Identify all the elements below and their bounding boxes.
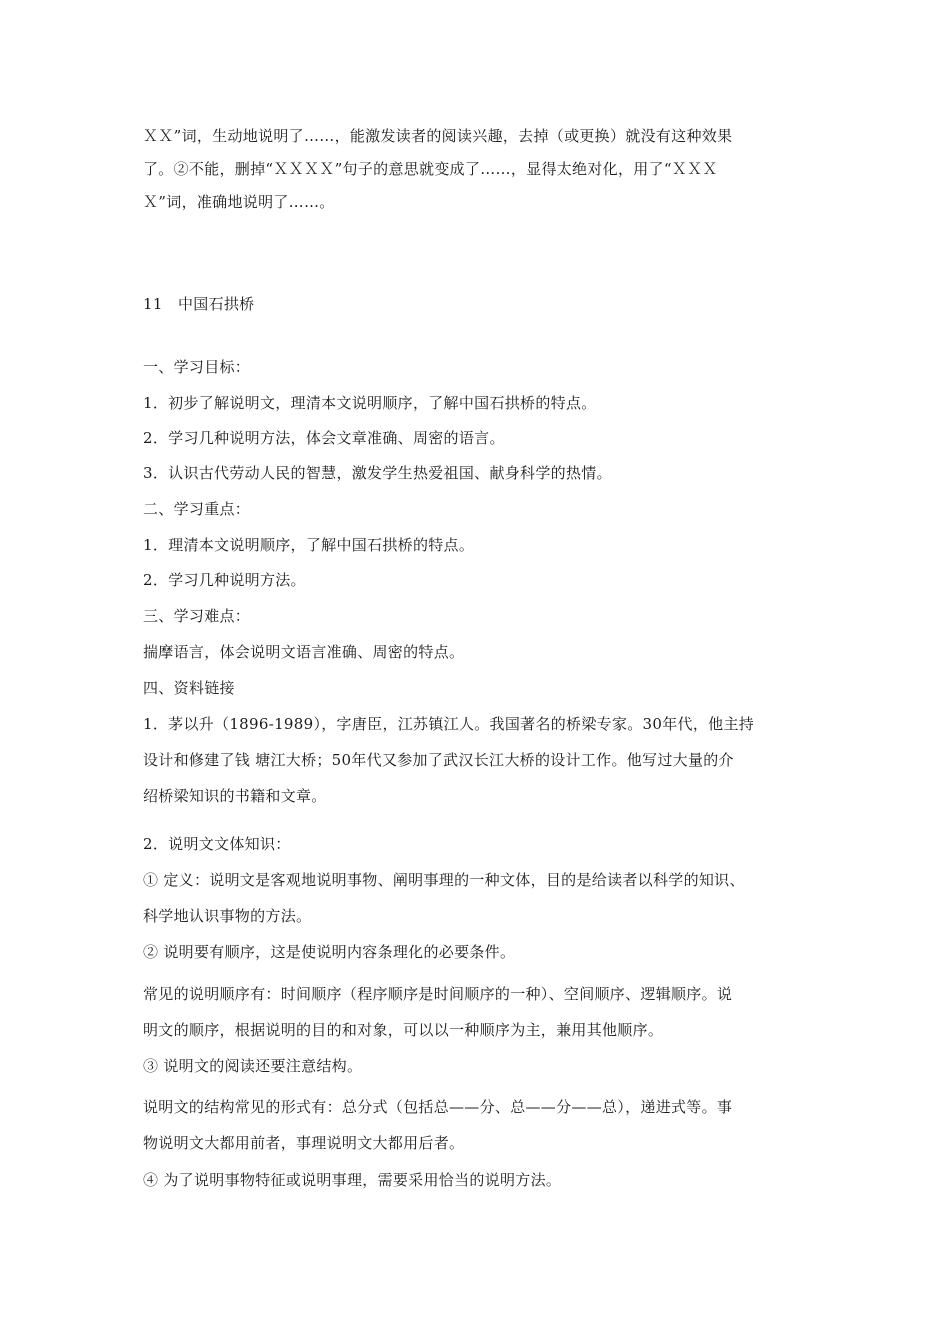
structure-detail-line: 物说明文大都用前者，事理说明文大都用后者。: [143, 1134, 465, 1152]
definition-paragraph: [143, 870, 808, 926]
intro-line: Ｘ”词，准确地说明了……。: [143, 193, 335, 211]
order-text: ② 说明要有顺序，这是使说明内容条理化的必要条件。: [143, 943, 516, 961]
methods-text: ④ 为了说明事物特征或说明事理，需要采用恰当的说明方法。: [143, 1171, 562, 1189]
lesson-title: 11 中国石拱桥: [143, 295, 255, 313]
difficulty-text: 揣摩语言，体会说明文语言准确、周密的特点。: [143, 643, 465, 661]
resources-heading: 四、资料链接: [143, 679, 235, 697]
resource-1-line: 设计和修建了钱 塘江大桥；50年代又参加了武汉长江大桥的设计工作。他写过大量的介: [143, 751, 734, 769]
intro-line: ＸＸ”词，生动地说明了……，能激发读者的阅读兴趣，去掉（或更换）就没有这种效果: [143, 127, 733, 145]
resource-2-heading: 2．说明文文体知识：: [143, 835, 291, 853]
goal-item: 1．初步了解说明文，理清本文说明顺序，了解中国石拱桥的特点。: [143, 394, 597, 412]
goal-item: 2．学习几种说明方法，体会文章准确、周密的语言。: [143, 429, 505, 447]
order-detail-line: 常见的说明顺序有：时间顺序（程序顺序是时间顺序的一种）、空间顺序、逻辑顺序。说: [143, 985, 733, 1003]
resource-1-paragraph: [143, 714, 808, 806]
structure-text: ③ 说明文的阅读还要注意结构。: [143, 1057, 363, 1075]
intro-line: 了。②不能，删掉“ＸＸＸＸ”句子的意思就变成了……，显得太绝对化，用了“ＸＸＸ: [143, 160, 718, 178]
definition-line: 科学地认识事物的方法。: [143, 907, 312, 925]
structure-detail-line: 说明文的结构常见的形式有：总分式（包括总——分、总——分——总），递进式等。事: [143, 1098, 733, 1116]
definition-line: ① 定义：说明文是客观地说明事物、阐明事理的一种文体，目的是给读者以科学的知识、: [143, 871, 745, 889]
intro-paragraph: [143, 126, 808, 212]
goal-item: 3．认识古代劳动人民的智慧，激发学生热爱祖国、献身科学的热情。: [143, 464, 612, 482]
order-detail-paragraph: [143, 984, 808, 1040]
focus-item: 2．学习几种说明方法。: [143, 571, 306, 589]
focus-heading: 二、学习重点：: [143, 500, 251, 518]
resource-1-line: 1．茅以升（1896-1989），字唐臣，江苏镇江人。我国著名的桥梁专家。30年代，他主持: [143, 715, 755, 733]
structure-detail-paragraph: [143, 1097, 808, 1153]
focus-item: 1．理清本文说明顺序，了解中国石拱桥的特点。: [143, 536, 475, 554]
order-detail-line: 明文的顺序，根据说明的目的和对象，可以以一种顺序为主，兼用其他顺序。: [143, 1021, 664, 1039]
resource-1-line: 绍桥梁知识的书籍和文章。: [143, 787, 327, 805]
difficulty-heading: 三、学习难点：: [143, 607, 251, 625]
goals-heading: 一、学习目标：: [143, 358, 251, 376]
